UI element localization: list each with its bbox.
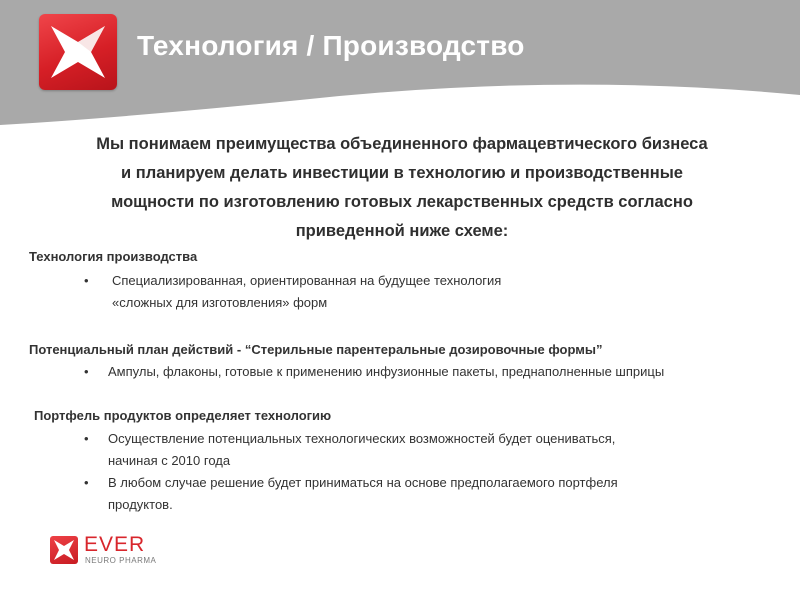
brand-name: EVER (84, 533, 146, 556)
intro-line: мощности по изготовлению готовых лекарственных средств согласно (111, 193, 693, 211)
footer-brand-logo (50, 533, 170, 566)
bullet-marker: • (84, 364, 89, 379)
header-band (0, 0, 800, 125)
section-heading-technology: Технология производства (29, 249, 198, 264)
page-title: Технология / Производство (137, 30, 525, 61)
bullet-text-continued: продуктов. (108, 497, 173, 512)
intro-paragraph (22, 130, 782, 246)
four-point-star-icon (39, 14, 117, 90)
bullet-text: Ампулы, флаконы, готовые к применению инфузионные пакеты, преднаполненные шприцы (108, 364, 665, 379)
section-heading-portfolio: Портфель продуктов определяет технологию (34, 408, 332, 423)
intro-line: и планируем делать инвестиции в технологию и производственные (121, 164, 683, 182)
bullet-text-continued: начиная с 2010 года (108, 453, 231, 468)
bullet-text: Осуществление потенциальных технологических возможностей будет оцениваться, (108, 431, 616, 446)
bullet-marker: • (84, 273, 89, 288)
company-logo (39, 14, 117, 90)
bullet-text-continued: «сложных для изготовления» форм (112, 295, 328, 310)
brand-star-icon (50, 536, 78, 564)
intro-line: приведенной ниже схеме: (295, 222, 509, 240)
brand-subtitle: NEURO PHARMA (85, 556, 157, 565)
bullet-marker: • (84, 475, 89, 490)
section-heading-action-plan: Потенциальный план действий - “Стерильные парентеральные дозировочные формы” (29, 342, 603, 357)
bullet-marker: • (84, 431, 89, 446)
intro-line: Мы понимаем преимущества объединенного фармацевтического бизнеса (96, 135, 708, 153)
bullet-text: Специализированная, ориентированная на будущее технология (112, 273, 502, 288)
bullet-text: В любом случае решение будет приниматься на основе предполагаемого портфеля (108, 475, 618, 490)
